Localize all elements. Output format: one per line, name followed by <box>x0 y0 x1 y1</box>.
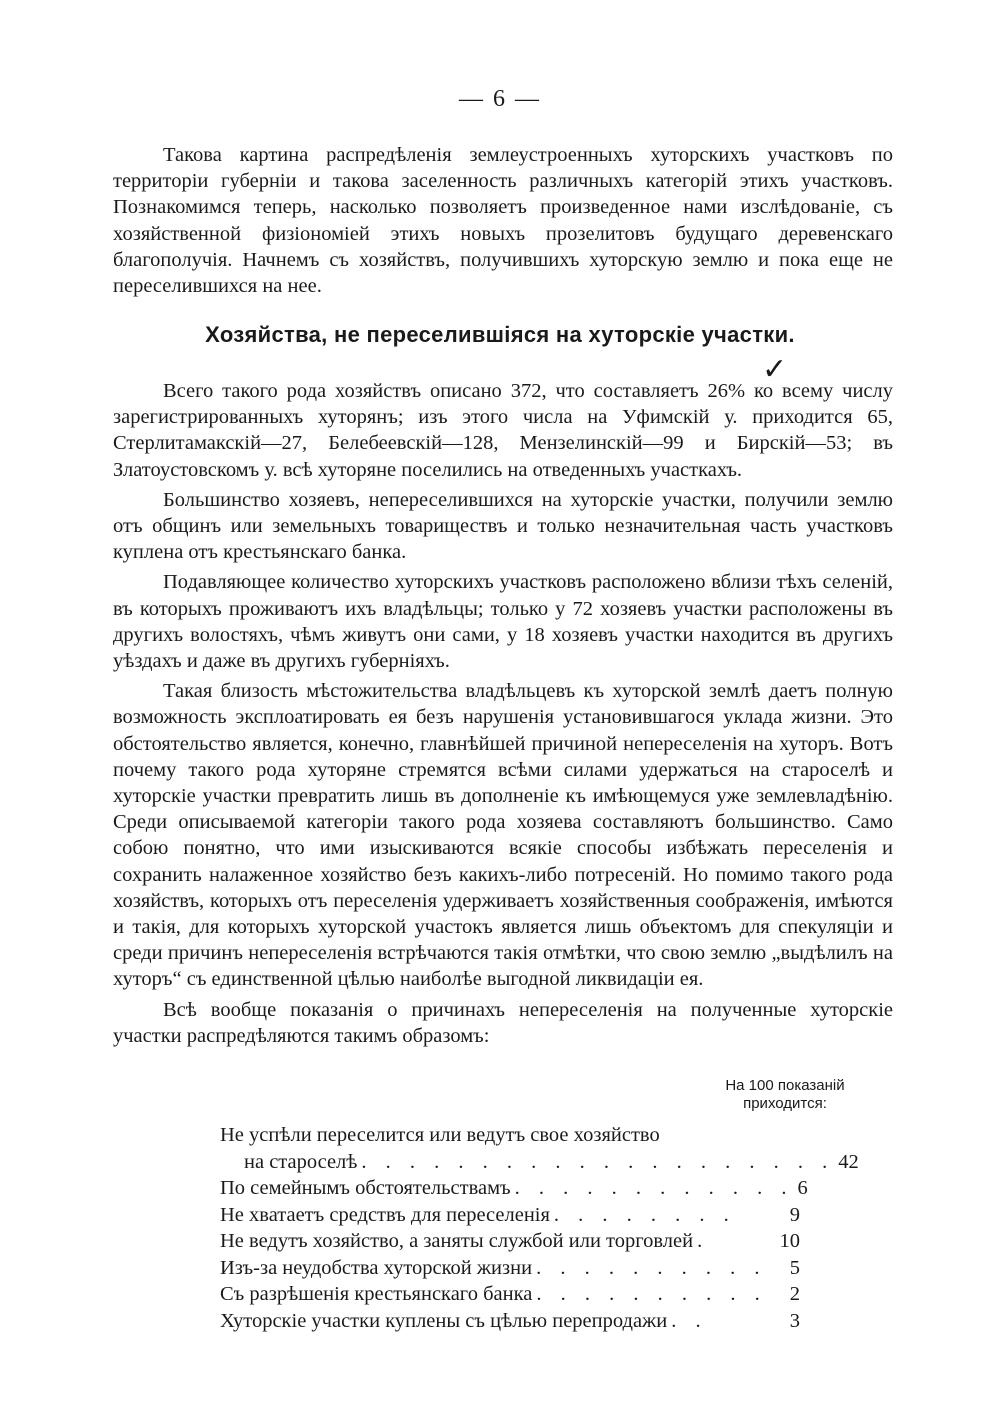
body-text <box>113 378 893 1049</box>
reason-label-line: Не успѣли переселится или ведутъ свое хозяйство <box>220 1124 660 1146</box>
leader-dots: . . . . . . . . . . <box>536 1283 767 1305</box>
reason-value: 2 <box>789 1283 800 1305</box>
table-caption-line-2: приходится: <box>743 1095 827 1112</box>
reason-value: 10 <box>779 1230 800 1252</box>
reason-row <box>220 1228 800 1255</box>
leader-dots: . . . . . . . . . . . . . . . . . . . . <box>361 1150 835 1173</box>
reason-label: Не хватаетъ средствъ для переселенія <box>220 1203 550 1226</box>
handwritten-check-mark: ✓ <box>762 352 788 387</box>
reason-row <box>220 1308 800 1335</box>
page-number: — 6 — <box>459 86 541 112</box>
reason-row <box>220 1202 800 1229</box>
reasons-table <box>220 1122 859 1334</box>
paragraph-totals: Всего такого рода хозяйствъ описано 372, что составляетъ 26% ко всему числу зарегистрированныхъ хуторянъ; изъ этого числа на Уфимскій у. приходится 65, Стерлитамакскій—27, Белебеевскій—128, Мензелинскій—99 и Бирскій—53; въ Златоустовскомъ у. всѣ хуторяне поселились на отведенныхъ участкахъ. <box>113 380 893 481</box>
reason-value: 5 <box>789 1256 800 1279</box>
reason-label: на староселѣ <box>244 1150 358 1173</box>
reason-row <box>220 1175 808 1202</box>
reason-label: По семейнымъ обстоятельствамъ <box>220 1177 511 1199</box>
reason-label: Хуторскіе участки куплены съ цѣлью перепродажи <box>220 1309 668 1332</box>
reason-row <box>220 1149 859 1176</box>
paragraph-reasons: Такая близость мѣстожительства владѣльцевъ къ хуторской землѣ даетъ полную возможность эксплоатировать ея безъ нарушенія установившагося уклада жизни. Это обстоятельство является, конечно, главнѣйшей причиной непереселенія на хуторъ. Вотъ почему такого рода хуторяне стремятся всѣми силами удержаться на староселѣ и хуторскіе участки превратить лишь въ дополненіе къ имѣющемуся уже землевладѣнію. Среди описываемой категоріи такого рода хозяева составляютъ большинство. Само собою понятно, что ими изыскиваются всякіе способы избѣжать переселенія и сохранить налаженное хозяйство безъ какихъ-либо потресеній. Но помимо такого рода хозяйствъ, которыхъ отъ переселенія удерживаетъ хозяйственныя соображенія, имѣются и такія, для которыхъ хуторской участокъ является лишь объектомъ для спекуляціи и среди причинъ непереселенія встрѣчаются такія отмѣтки, что свою землю „выдѣлилъ на хуторъ“ съ единственной цѣлью наиболѣе выгодной ликвидаціи ея. <box>113 680 893 991</box>
table-caption <box>700 1077 870 1113</box>
paragraph-land-sources: Большинство хозяевъ, непереселившихся на хуторскіе участки, получили землю отъ общинъ или земельныхъ товариществъ и только незначительная часть участковъ куплена отъ крестьянскаго банка. <box>113 488 893 564</box>
intro-paragraph: Такова картина распредѣленія землеустроенныхъ хуторскихъ участковъ по территоріи губерніи и такова заселенность различныхъ категорій этихъ участковъ. Познакомимся теперь, насколько позволяетъ произведенное нами изслѣдованіе, съ хозяйственной физіономіей этихъ новыхъ прозелитовъ будущаго деревенскаго благополучія. Начнемъ съ хозяйствъ, получившихъ хуторскую землю и пока еще не переселившихся на нее. <box>113 144 893 298</box>
intro-paragraph-block <box>113 142 893 299</box>
reason-row <box>220 1255 800 1282</box>
leader-dots: . <box>697 1230 710 1252</box>
reason-label: Съ разрѣшенія крестьянскаго банка <box>220 1283 533 1305</box>
reason-value: 6 <box>797 1177 808 1199</box>
leader-dots: . . . . . . . . <box>553 1203 736 1226</box>
reason-row <box>220 1281 800 1308</box>
reason-value: 3 <box>789 1309 800 1332</box>
leader-dots: . . . . . . . . . . <box>536 1256 767 1279</box>
leader-dots: . . <box>671 1309 708 1332</box>
section-heading: Хозяйства, не переселившіяся на хуторскіе участки. <box>205 322 795 347</box>
table-caption-line-1: На 100 показаній <box>725 1077 845 1094</box>
leader-dots: . . . . . . . . . . . . <box>514 1177 794 1199</box>
reason-label: Изъ-за неудобства хуторской жизни <box>220 1256 533 1279</box>
reason-value: 42 <box>838 1150 859 1173</box>
reason-label: Не ведутъ хозяйство, а заняты службой или торговлей <box>220 1230 694 1252</box>
paragraph-location: Подавляющее количество хуторскихъ участковъ расположено вблизи тѣхъ селеній, въ которыхъ проживаютъ ихъ владѣльцы; только у 72 хозяевъ участки расположены въ другихъ волостяхъ, чѣмъ живутъ они сами, у 18 хозяевъ участки находится въ другихъ уѣздахъ и даже въ другихъ губерніяхъ. <box>113 571 893 673</box>
reason-value: 9 <box>789 1203 800 1226</box>
paragraph-table-intro: Всѣ вообще показанія о причинахъ непереселенія на полученные хуторскіе участки распредѣляются такимъ образомъ: <box>113 998 893 1047</box>
